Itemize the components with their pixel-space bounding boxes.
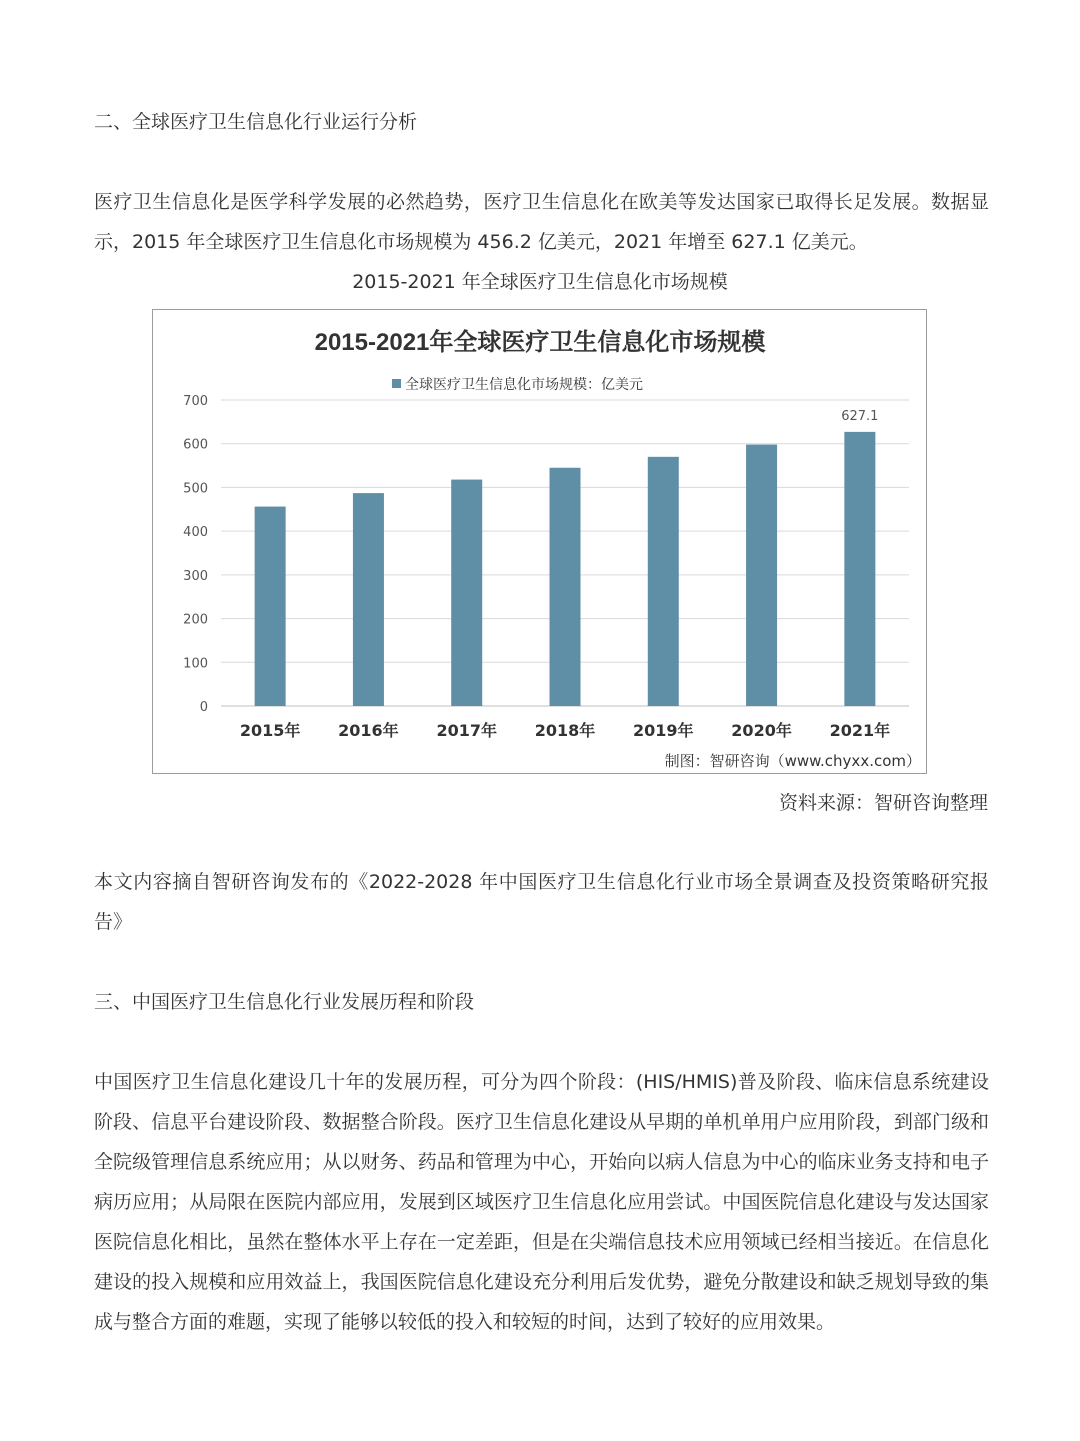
y-tick-label: 400 [183, 525, 208, 541]
excerpt-paragraph: 本文内容摘自智研咨询发布的《2022-2028 年中国医疗卫生信息化行业市场全景调查及投资策略研究报告》 [94, 871, 989, 933]
bar-2017年 [451, 480, 482, 706]
section-heading-global: 二、全球医疗卫生信息化行业运行分析 [94, 111, 418, 133]
bar-2018年 [550, 468, 581, 706]
global-market-paragraph: 医疗卫生信息化是医学科学发展的必然趋势，医疗卫生信息化在欧美等发达国家已取得长足发展。数据显示，2015 年全球医疗卫生信息化市场规模为 456.2 亿美元，2021 年增至 627.1 亿美元。 [94, 191, 989, 253]
x-tick-label: 2015年 [239, 721, 301, 740]
section-heading-china: 三、中国医疗卫生信息化行业发展历程和阶段 [94, 991, 475, 1013]
y-tick-label: 200 [183, 612, 208, 628]
bars [255, 409, 879, 706]
bar-2019年 [648, 457, 679, 706]
x-tick-label: 2016年 [338, 721, 399, 740]
legend-swatch [392, 379, 401, 388]
x-tick-label: 2019年 [633, 721, 694, 740]
chart-footer: 制图：智研咨询（www.chyxx.com） [664, 752, 921, 770]
bar-2020年 [746, 445, 777, 706]
x-tick-label: 2020年 [731, 721, 792, 740]
chart-title: 2015-2021年全球医疗卫生信息化市场规模 [314, 329, 766, 356]
x-tick-label: 2017年 [436, 721, 497, 740]
chart-canvas [153, 310, 928, 775]
y-tick-label: 600 [183, 437, 208, 453]
chart-legend: 全球医疗卫生信息化市场规模：亿美元 [405, 377, 643, 393]
y-tick-label: 100 [183, 656, 208, 672]
bar-2016年 [353, 493, 384, 706]
bar-2015年 [255, 507, 286, 706]
y-tick-label: 0 [199, 700, 208, 715]
y-tick-label: 700 [183, 394, 208, 409]
figure-caption: 2015-2021 年全球医疗卫生信息化市场规模 [352, 271, 728, 293]
china-history-paragraph: 中国医疗卫生信息化建设几十年的发展历程，可分为四个阶段：(HIS/HMIS)普及阶段、临床信息系统建设阶段、信息平台建设阶段、数据整合阶段。医疗卫生信息化建设从早期的单机单用户应用阶段，到部门级和全院级管理信息系统应用；从以财务、药品和管理为中心，开始向以病人信息为中心的临床业务支持和电子病历应用；从局限在医院内部应用，发展到区域医疗卫生信息化应用尝试。中国医院信息化建设与发达国家医院信息化相比，虽然在整体水平上存在一定差距，但是在尖端信息技术应用领域已经相当接近。在信息化建设的投入规模和应用效益上，我国医院信息化建设充分利用后发优势，避免分散建设和缺乏规划导致的集成与整合方面的难题，实现了能够以较低的投入和较短的时间，达到了较好的应用效果。 [94, 1071, 989, 1333]
bar-2021年 [844, 432, 875, 706]
y-tick-label: 300 [183, 568, 208, 584]
y-tick-label: 500 [183, 481, 208, 497]
market-size-chart [152, 309, 927, 774]
data-source: 资料来源：智研咨询整理 [778, 792, 988, 814]
y-axis-ticks [183, 394, 208, 715]
x-axis-ticks [240, 721, 890, 740]
x-tick-label: 2021年 [829, 721, 891, 740]
x-tick-label: 2018年 [534, 721, 596, 740]
data-label: 627.1 [841, 408, 879, 424]
